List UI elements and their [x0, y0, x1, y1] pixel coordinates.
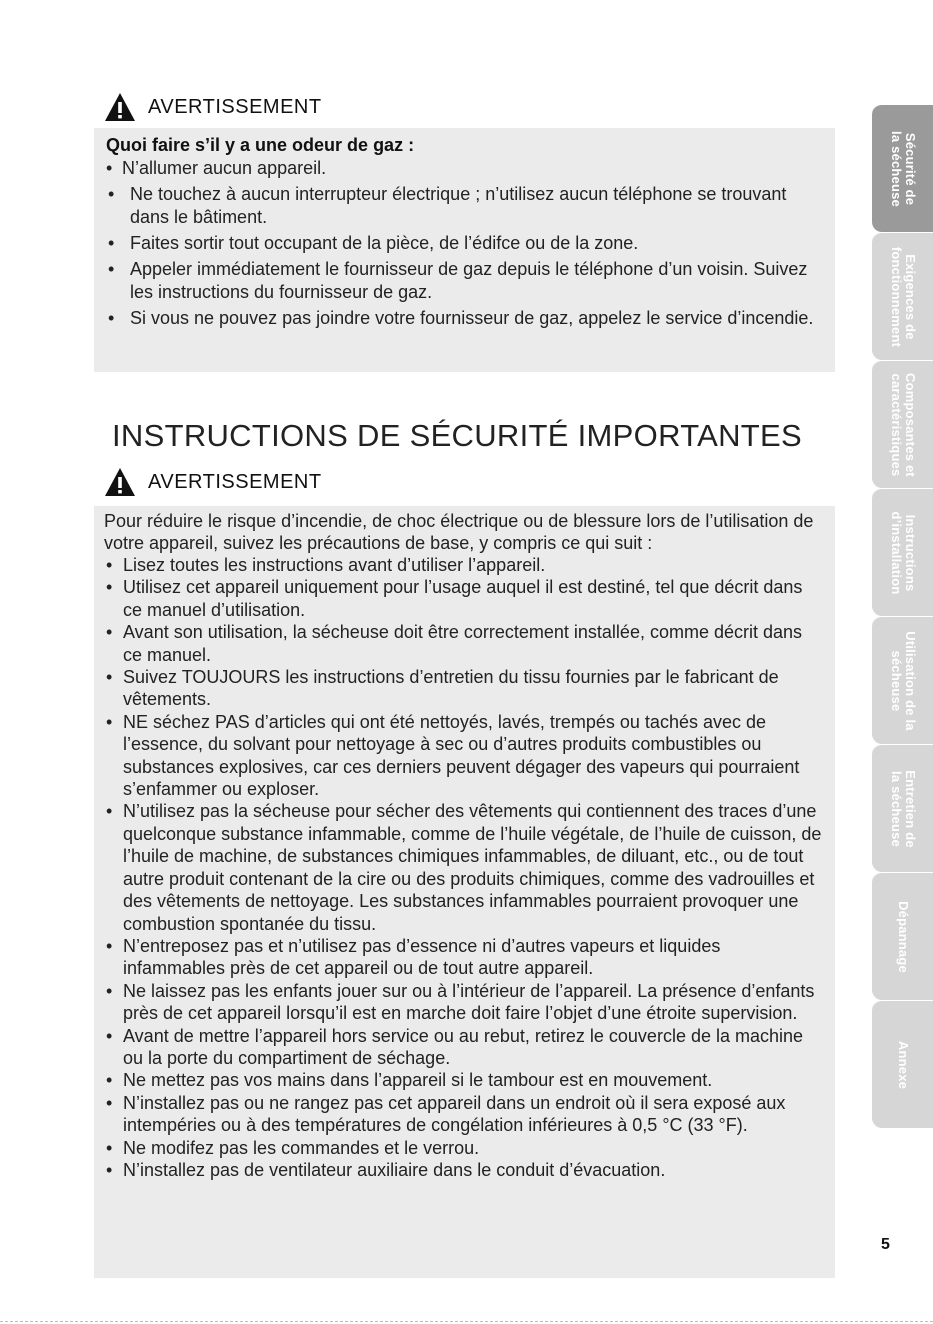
- list-item: • Ne laissez pas les enfants jouer sur ou à l’intérieur de l’appareil. La présence d’enfants près de cet appareil lorsqu’il est en marche doit faire l’objet d’une étroite supervision.: [104, 980, 825, 1025]
- list-item: • Avant son utilisation, la sécheuse doit être correctement installée, comme décrit dans ce manuel.: [104, 621, 825, 666]
- warning-label: AVERTISSEMENT: [148, 470, 322, 493]
- list-item: • Appeler immédiatement le fournisseur de gaz depuis le téléphone d’un voisin. Suivez les instructions du fournisseur de gaz.: [106, 258, 823, 304]
- warning-header-2: [104, 467, 322, 497]
- safety-intro: Pour réduire le risque d’incendie, de choc électrique ou de blessure lors de l’utilisation de votre appareil, suivez les précautions de base, y compris ce qui suit :: [104, 511, 814, 553]
- list-item: • N’allumer aucun appareil.: [106, 157, 823, 180]
- gas-warning-list: [106, 157, 823, 330]
- warning-label: AVERTISSEMENT: [148, 95, 322, 118]
- tab-composantes-caracteristiques[interactable]: [872, 360, 933, 488]
- tab-label: Utilisation de la sécheuse: [888, 630, 918, 731]
- list-item: • Utilisez cet appareil uniquement pour l’usage auquel il est destiné, tel que décrit dans ce manuel d’utilisation.: [104, 576, 825, 621]
- section-tabs: [872, 104, 933, 1128]
- list-item: • Avant de mettre l’appareil hors service ou au rebut, retirez le couvercle de la machine ou la porte du compartiment de séchage.: [104, 1025, 825, 1070]
- warning-triangle-icon: [104, 92, 136, 122]
- list-item: • N’installez pas de ventilateur auxiliaire dans le conduit d’évacuation.: [104, 1159, 825, 1181]
- list-item: • Ne mettez pas vos mains dans l’appareil si le tambour est en mouvement.: [104, 1069, 825, 1091]
- list-item: • Lisez toutes les instructions avant d’utiliser l’appareil.: [104, 554, 825, 576]
- tab-label: Sécurité de la sécheuse: [888, 130, 918, 207]
- warning-header-1: [104, 92, 322, 122]
- list-item: • Ne modifez pas les commandes et le verrou.: [104, 1137, 825, 1159]
- tab-exigences-fonctionnement[interactable]: [872, 232, 933, 360]
- list-item: • Ne touchez à aucun interrupteur électrique ; n’utilisez aucun téléphone se trouvant dans le bâtiment.: [106, 183, 823, 229]
- tab-instructions-installation[interactable]: [872, 488, 933, 616]
- tab-label: Dépannage: [895, 900, 911, 973]
- tab-depannage[interactable]: [872, 872, 933, 1000]
- list-item: • N’utilisez pas la sécheuse pour sécher des vêtements qui contiennent des traces d’une quelconque substance infammable, comme de l’huile végétale, de l’huile de cuisson, de l’huile de machine, de substances chimiques infammables, de diluant, etc., ou de tout autre produit contenant de la cire ou des produits chimiques, comme des vadrouilles et des vêtements de nettoyage. Les substances infammables pourraient provoquer une combustion spontanée du tissu.: [104, 800, 825, 934]
- tab-label: Instructions d’installation: [888, 511, 918, 594]
- safety-list: [104, 554, 825, 1181]
- page-number: 5: [881, 1236, 890, 1253]
- tab-entretien-secheuse[interactable]: [872, 744, 933, 872]
- tab-utilisation-secheuse[interactable]: [872, 616, 933, 744]
- safety-instructions-box: [94, 506, 835, 1278]
- tab-label: Entretien de la sécheuse: [888, 769, 918, 848]
- list-item: • Si vous ne pouvez pas joindre votre fournisseur de gaz, appelez le service d’incendie.: [106, 307, 823, 330]
- list-item: • Suivez TOUJOURS les instructions d’entretien du tissu fournies par le fabricant de vêtements.: [104, 666, 825, 711]
- warning-triangle-icon: [104, 467, 136, 497]
- gas-warning-box: [94, 128, 835, 372]
- list-item: • Faites sortir tout occupant de la pièce, de l’édifce ou de la zone.: [106, 232, 823, 255]
- list-item: • N’entreposez pas et n’utilisez pas d’essence ni d’autres vapeurs et liquides infammables près de cet appareil ou de tout autre appareil.: [104, 935, 825, 980]
- tab-label: Composantes et caractéristiques: [888, 372, 918, 477]
- list-item: • NE séchez PAS d’articles qui ont été nettoyés, lavés, trempés ou tachés avec de l’essence, du solvant pour nettoyage à sec ou d’autres produits combustibles ou substances explosives, car ces derniers peuvent dégager des vapeurs qui pourraient s’enfammer ou exploser.: [104, 711, 825, 801]
- page-title: INSTRUCTIONS DE SÉCURITÉ IMPORTANTES: [112, 418, 802, 453]
- footer-divider: [0, 1321, 933, 1322]
- tab-annexe[interactable]: [872, 1000, 933, 1128]
- gas-warning-title: Quoi faire s’il y a une odeur de gaz :: [106, 135, 415, 155]
- tab-label: Exigences de fonctionnement: [888, 246, 918, 347]
- tab-label: Annexe: [895, 1040, 911, 1089]
- list-item: • N’installez pas ou ne rangez pas cet appareil dans un endroit où il sera exposé aux intempéries ou à des températures de congélation inférieures à 0,5 °C (33 °F).: [104, 1092, 825, 1137]
- tab-securite-secheuse[interactable]: [872, 104, 933, 232]
